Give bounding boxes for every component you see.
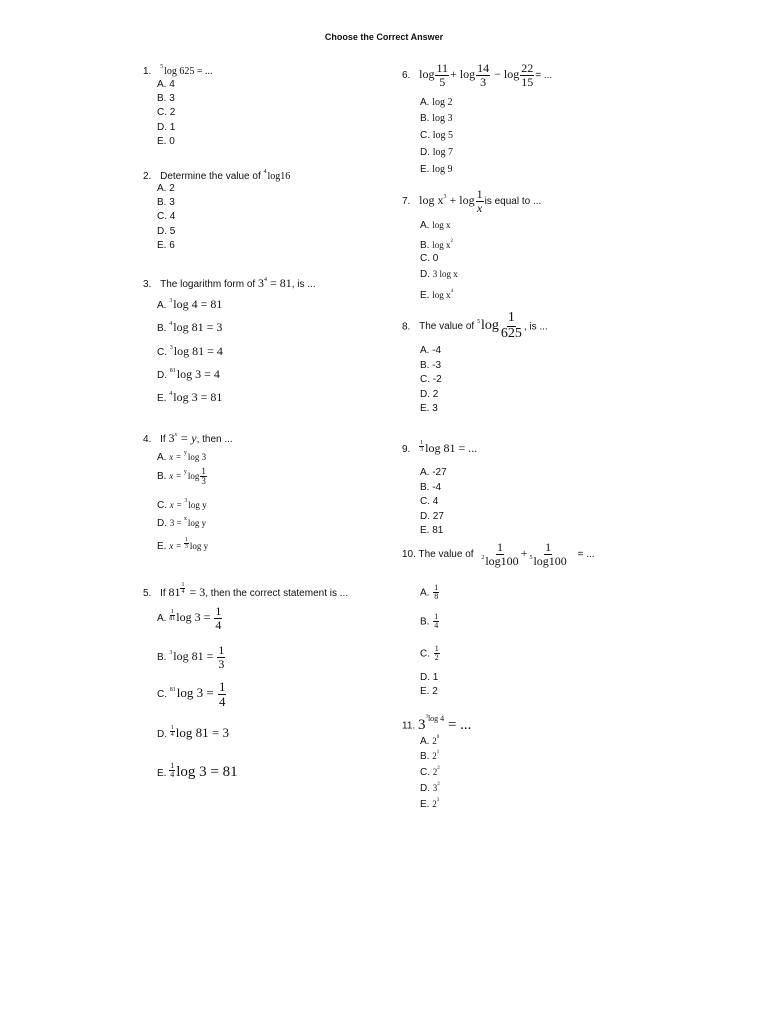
option-1a[interactable]: A. 4 bbox=[157, 79, 175, 90]
option-4c[interactable]: C. x = $^3$log y bbox=[157, 498, 207, 511]
option-8a[interactable]: A. -4 bbox=[420, 345, 442, 356]
option-5a[interactable]: A. $\frac{1}{81}$ log 3 = $\frac{1}{4}$ bbox=[157, 604, 222, 632]
option-7d[interactable]: D. 3 log x bbox=[420, 269, 458, 280]
question-expression: $^4$log16 bbox=[263, 169, 291, 182]
option-5e[interactable]: E. $\frac{1}{4}$ log 3 = 81 bbox=[157, 761, 238, 780]
option-9c[interactable]: C. 4 bbox=[420, 496, 439, 507]
option-6a[interactable]: A. log 2 bbox=[420, 97, 453, 108]
question-expression: $^5$log $\frac{1}{625}$ bbox=[476, 310, 522, 341]
option-4b[interactable]: B. x = $^y$log $\frac{1}{3}$ bbox=[157, 466, 206, 487]
question-expression: $3^{^3log 4}$ = ... bbox=[417, 713, 472, 733]
option-9b[interactable]: B. -4 bbox=[420, 482, 442, 493]
option-5b[interactable]: B. $^3$log 81 = $\frac{1}{3}$ bbox=[157, 643, 225, 671]
option-3a[interactable]: A. $^3$log 4 = 81 bbox=[157, 297, 223, 311]
question-3: 3. The logarithm form of $3^4 = 81$, is ... bbox=[143, 276, 316, 290]
question-number: 11. bbox=[402, 720, 416, 732]
question-5: 5. If 81 $\frac{1}{4}$ = 3, then the correct statement is ... bbox=[143, 582, 349, 599]
option-7b[interactable]: B. $\log x^2$ bbox=[420, 239, 453, 251]
question-text: The value of bbox=[419, 321, 475, 333]
option-1c[interactable]: C. 2 bbox=[157, 107, 176, 118]
option-2c[interactable]: C. 4 bbox=[157, 211, 176, 222]
option-5d[interactable]: D. $\frac{1}{4}$ log 81 = 3 bbox=[157, 725, 229, 740]
option-11d[interactable]: D. $3^2$ bbox=[420, 782, 440, 794]
question-number: 4. bbox=[143, 434, 152, 445]
option-11a[interactable]: A. $2^0$ bbox=[420, 735, 440, 747]
question-9 bbox=[402, 440, 477, 457]
option-10b[interactable]: B. $\frac{1}{4}$ bbox=[420, 612, 439, 631]
option-10a[interactable]: A. $\frac{1}{8}$ bbox=[420, 583, 439, 602]
question-expression: 81 $\frac{1}{4}$ = 3 bbox=[168, 582, 206, 599]
question-1 bbox=[143, 60, 213, 79]
option-3b[interactable]: B. $^4$log 81 = 3 bbox=[157, 320, 223, 334]
option-2e[interactable]: E. 6 bbox=[157, 240, 175, 251]
option-11e[interactable]: E. $2^3$ bbox=[420, 798, 440, 810]
question-text: If bbox=[160, 588, 166, 599]
option-6c[interactable]: C. log 5 bbox=[420, 130, 454, 141]
question-number: 10. bbox=[402, 548, 416, 560]
question-expression: $^5$log 625 = ... bbox=[160, 64, 213, 77]
question-number: 6. bbox=[402, 69, 411, 81]
option-11b[interactable]: B. $2^1$ bbox=[420, 750, 440, 762]
option-7c[interactable]: C. 0 bbox=[420, 253, 439, 264]
option-10d[interactable]: D. 1 bbox=[420, 672, 439, 683]
option-4d[interactable]: D. 3 = $^x$log y bbox=[157, 516, 207, 529]
question-expression: 3$^x$ = y bbox=[168, 431, 197, 445]
option-2a[interactable]: A. 2 bbox=[157, 183, 175, 194]
option-1e[interactable]: E. 0 bbox=[157, 136, 175, 147]
option-1b[interactable]: B. 3 bbox=[157, 93, 175, 104]
option-11c[interactable]: C. $2^2$ bbox=[420, 766, 440, 778]
question-expression: $\frac{1}{3}$ log 81 = ... bbox=[420, 440, 478, 455]
question-10: 10. The value of $\frac{1}{^2\log 100}$ + $\frac{1}{^5\log 100}$ = ... bbox=[402, 540, 595, 568]
question-expression: $\frac{1}{^2\log 100}$ + $\frac{1}{^5\log 100}$ bbox=[481, 540, 567, 568]
option-6e[interactable]: E. log 9 bbox=[420, 164, 453, 175]
option-3d[interactable]: D. $^{81}$log 3 = 4 bbox=[157, 367, 220, 381]
question-text: The logarithm form of bbox=[160, 279, 256, 290]
question-text: If bbox=[160, 434, 166, 445]
question-text: The value of bbox=[418, 548, 474, 560]
question-7: 7. $\log x^3 + \log$ $\frac{1}{x}$ is equal to ... bbox=[402, 187, 542, 215]
option-10c[interactable]: C. $\frac{1}{2}$ bbox=[420, 644, 439, 663]
option-7a[interactable]: A. log x bbox=[420, 220, 451, 231]
option-6b[interactable]: B. log 3 bbox=[420, 113, 453, 124]
option-7e[interactable]: E. $\log x^4$ bbox=[420, 289, 453, 301]
option-9a[interactable]: A. -27 bbox=[420, 467, 447, 478]
question-11 bbox=[402, 710, 471, 734]
question-8: 8. The value of $^5$log $\frac{1}{625}$ , is ... bbox=[402, 310, 548, 341]
question-2 bbox=[143, 165, 290, 184]
option-3e[interactable]: E. $^4$log 3 = 81 bbox=[157, 390, 223, 404]
question-expression: $3^4 = 81$ bbox=[257, 276, 292, 290]
question-number: 2. bbox=[143, 171, 152, 182]
question-number: 8. bbox=[402, 321, 411, 333]
option-4a[interactable]: A. x = $^y$log 3 bbox=[157, 450, 207, 463]
question-number: 5. bbox=[143, 588, 152, 599]
option-2b[interactable]: B. 3 bbox=[157, 197, 175, 208]
question-expression: log $\frac{11}{5}$ + log $\frac{14}{3}$ − log $\frac{22}{15}$ bbox=[419, 61, 534, 89]
option-3c[interactable]: C. $^3$log 81 = 4 bbox=[157, 344, 223, 358]
option-8b[interactable]: B. -3 bbox=[420, 360, 442, 371]
question-4: 4. If 3$^x$ = y, then ... bbox=[143, 431, 233, 445]
question-number: 9. bbox=[402, 444, 411, 455]
option-6d[interactable]: D. log 7 bbox=[420, 147, 454, 158]
option-9e[interactable]: E. 81 bbox=[420, 525, 444, 536]
option-5c[interactable]: C. $^{81}$log 3 = $\frac{1}{4}$ bbox=[157, 679, 226, 709]
option-8c[interactable]: C. -2 bbox=[420, 374, 442, 385]
option-2d[interactable]: D. 5 bbox=[157, 226, 176, 237]
question-number: 3. bbox=[143, 279, 152, 290]
option-8d[interactable]: D. 2 bbox=[420, 389, 439, 400]
question-number: 1. bbox=[143, 66, 152, 77]
option-9d[interactable]: D. 27 bbox=[420, 511, 444, 522]
question-expression: $\log x^3 + \log$ $\frac{1}{x}$ bbox=[419, 187, 483, 215]
option-8e[interactable]: E. 3 bbox=[420, 403, 438, 414]
page-title: Choose the Correct Answer bbox=[324, 32, 444, 42]
option-10e[interactable]: E. 2 bbox=[420, 686, 438, 697]
option-4e[interactable]: E. x = $\frac{1}{3}$ log y bbox=[157, 537, 209, 552]
question-text: Determine the value of bbox=[160, 171, 261, 182]
option-1d[interactable]: D. 1 bbox=[157, 122, 176, 133]
question-number: 7. bbox=[402, 195, 411, 207]
question-6: 6. log $\frac{11}{5}$ + log $\frac{14}{3}$ − log $\frac{22}{15}$ = ... bbox=[402, 61, 553, 89]
